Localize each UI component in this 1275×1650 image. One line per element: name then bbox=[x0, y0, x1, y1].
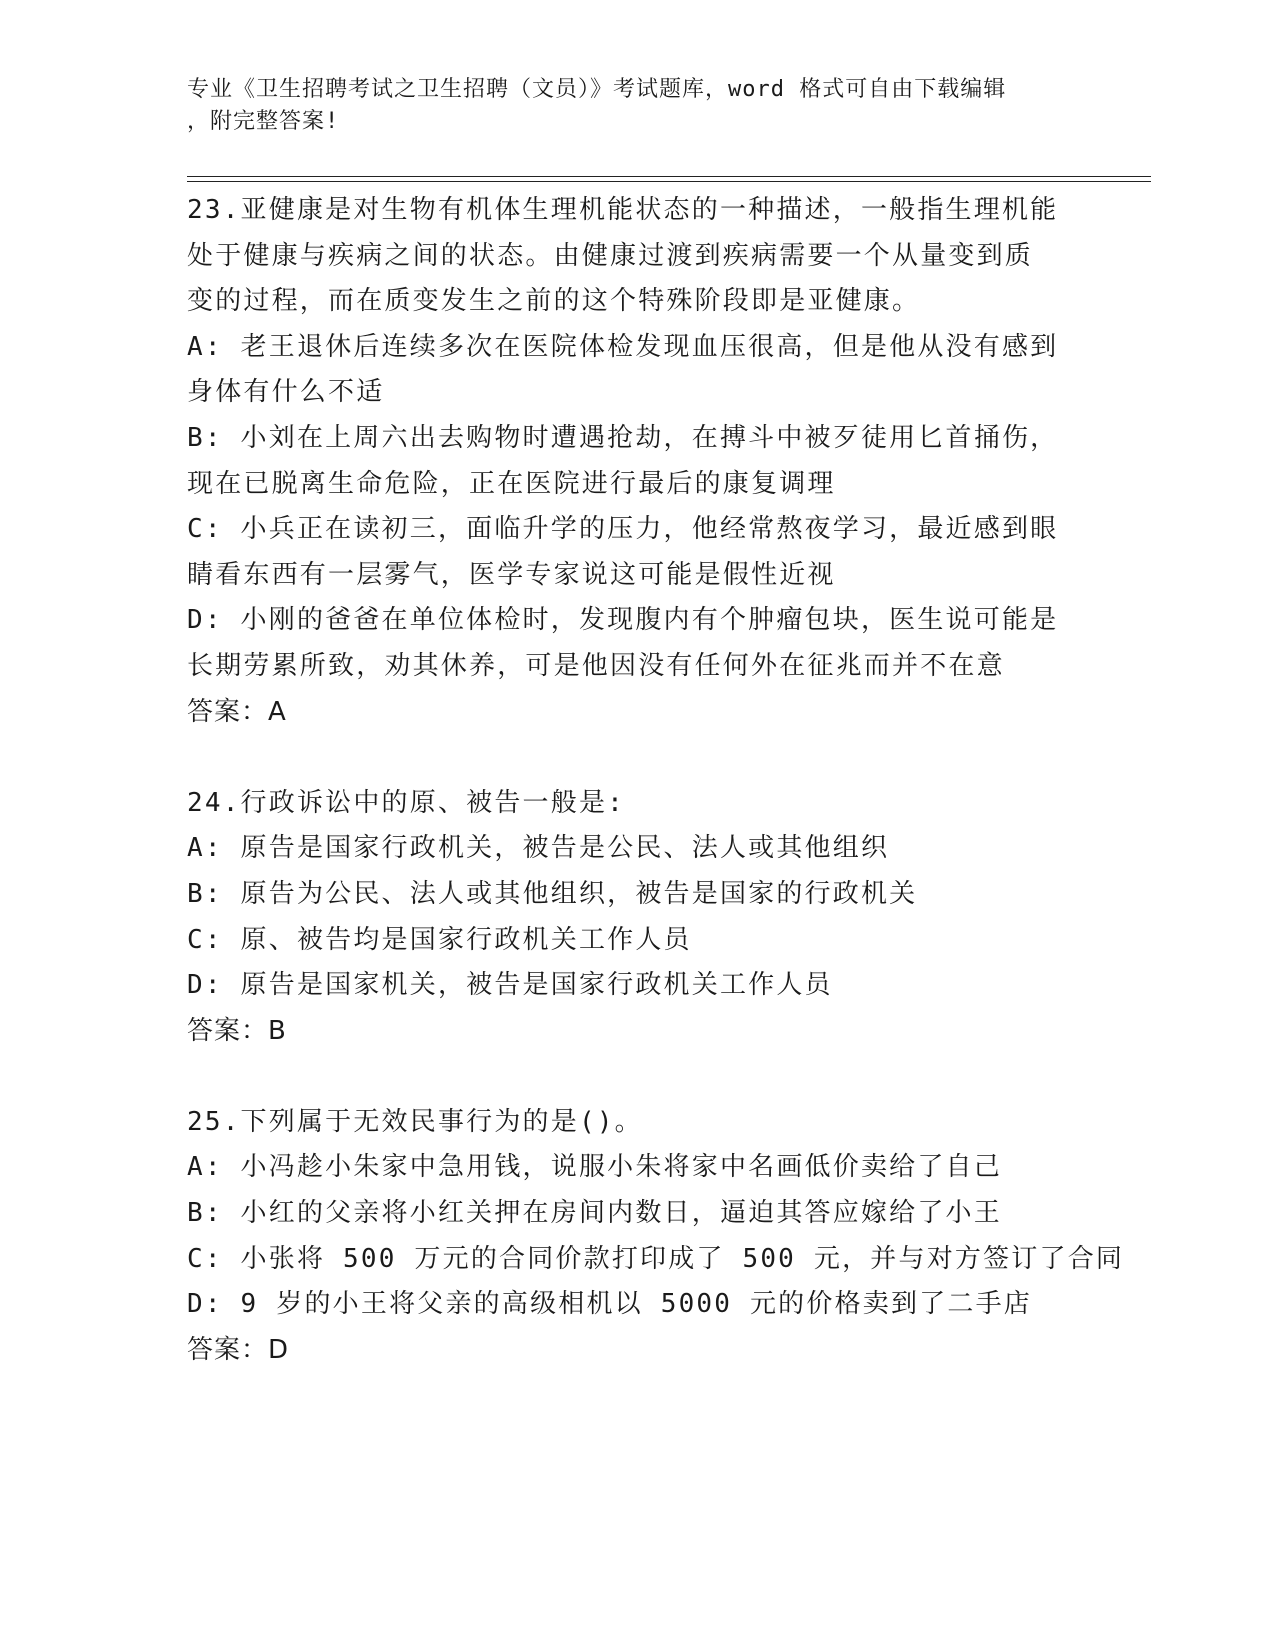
option-a: A: 老王退休后连续多次在医院体检发现血压很高，但是他从没有感到 bbox=[187, 331, 1059, 362]
question-23 bbox=[187, 188, 1087, 735]
option-b: B: 小红的父亲将小红关押在房间内数日，逼迫其答应嫁给了小王 bbox=[187, 1198, 1002, 1229]
answer: 答案：B bbox=[187, 1015, 287, 1046]
question-stem-line: 23.亚健康是对生物有机体生理机能状态的一种描述，一般指生理机能 bbox=[187, 195, 1059, 225]
option-c-continued: 睛看东西有一层雾气，医学专家说这可能是假性近视 bbox=[187, 559, 836, 590]
document-header bbox=[187, 74, 1087, 138]
question-stem-line: 变的过程，而在质变发生之前的这个特殊阶段即是亚健康。 bbox=[187, 286, 921, 317]
option-c: C: 原、被告均是国家行政机关工作人员 bbox=[187, 924, 692, 955]
option-d-continued: 长期劳累所致，劝其休养，可是他因没有任何外在征兆而并不在意 bbox=[187, 650, 1005, 681]
option-b: B: 小刘在上周六出去购物时遭遇抢劫，在搏斗中被歹徒用匕首捅伤， bbox=[187, 422, 1059, 453]
question-list bbox=[187, 188, 1125, 1373]
option-b-continued: 现在已脱离生命危险，正在医院进行最后的康复调理 bbox=[187, 468, 836, 499]
header-divider-bottom bbox=[187, 181, 1151, 182]
option-a: A: 原告是国家行政机关，被告是公民、法人或其他组织 bbox=[187, 833, 890, 864]
option-a: A: 小冯趁小朱家中急用钱，说服小朱将家中名画低价卖给了自己 bbox=[187, 1152, 1002, 1183]
question-stem-line: 25.下列属于无效民事行为的是()。 bbox=[187, 1106, 643, 1137]
option-c: C: 小兵正在读初三，面临升学的压力，他经常熬夜学习，最近感到眼 bbox=[187, 514, 1059, 545]
question-24 bbox=[187, 781, 1087, 1055]
option-d: D: 原告是国家机关，被告是国家行政机关工作人员 bbox=[187, 970, 833, 1001]
answer: 答案：A bbox=[187, 696, 287, 727]
header-line-2: ，附完整答案! bbox=[187, 109, 340, 134]
option-a-continued: 身体有什么不适 bbox=[187, 377, 385, 408]
header-divider-top bbox=[187, 176, 1151, 177]
question-stem-line: 24.行政诉讼中的原、被告一般是: bbox=[187, 787, 626, 818]
option-d: D: 9 岁的小王将父亲的高级相机以 5000 元的价格卖到了二手店 bbox=[187, 1289, 1032, 1320]
option-b: B: 原告为公民、法人或其他组织，被告是国家的行政机关 bbox=[187, 878, 918, 909]
question-stem-line: 处于健康与疾病之间的状态。由健康过渡到疾病需要一个从量变到质 bbox=[187, 240, 1034, 271]
option-c: C: 小张将 500 万元的合同价款打印成了 500 元，并与对方签订了合同 bbox=[187, 1243, 1125, 1274]
option-d: D: 小刚的爸爸在单位体检时，发现腹内有个肿瘤包块，医生说可能是 bbox=[187, 605, 1059, 636]
answer: 答案：D bbox=[187, 1334, 290, 1365]
header-line-1: 专业《卫生招聘考试之卫生招聘（文员）》考试题库，word 格式可自由下载编辑 bbox=[187, 77, 1007, 102]
question-25 bbox=[187, 1100, 1125, 1374]
